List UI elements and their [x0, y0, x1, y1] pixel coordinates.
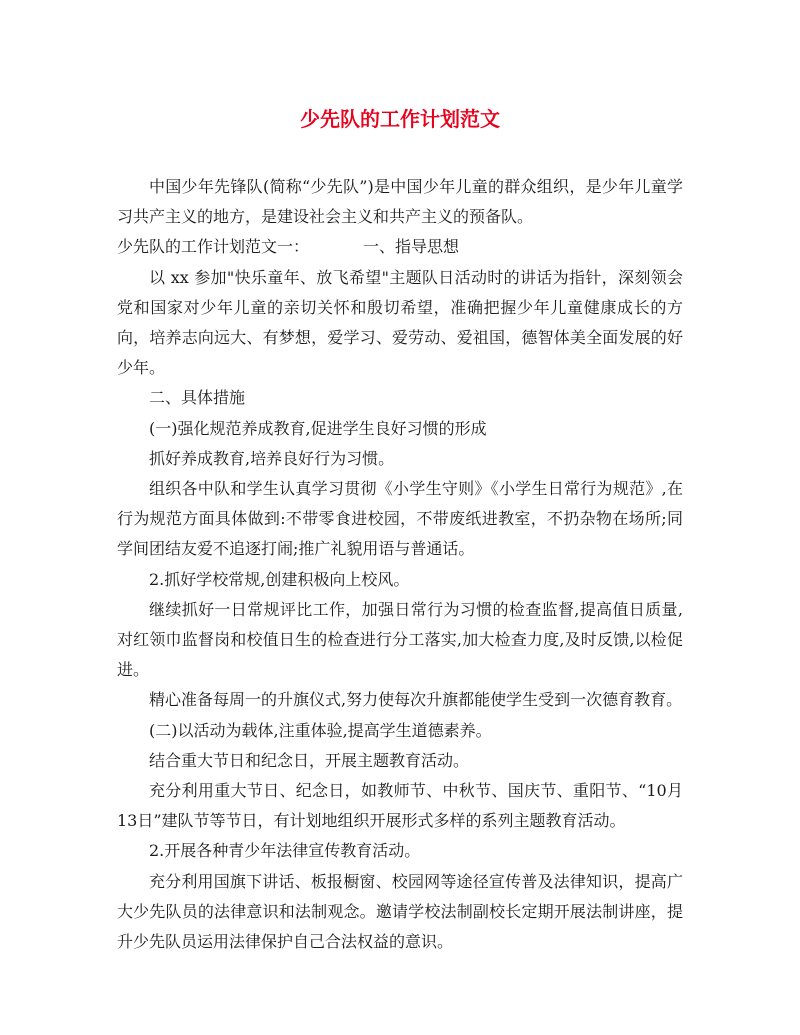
paragraph-festival-use: 充分利用重大节日、纪念日，如教师节、中秋节、国庆节、重阳节、“10月13日”建队节等节日，有计划地组织开展形式多样的系列主题教育活动。: [117, 781, 683, 831]
document-title: 少先队的工作计划范文: [300, 107, 500, 131]
intro-paragraph: 中国少年先锋队(简称“少先队”)是中国少年儿童的群众组织，是少年儿童学习共产主义的地方，是建设社会主义和共产主义的预备队。: [117, 177, 683, 227]
paragraph-flag-ceremony: 精心准备每周一的升旗仪式,努力使每次升旗都能使学生受到一次德育教育。: [149, 690, 683, 710]
paragraph-routine: 继续抓好一日常规评比工作，加强日常行为习惯的检查监督,提高值日质量,对红领巾监督岗和校值日生的检查进行分工落实,加大检查力度,及时反馈,以检促进。: [117, 599, 683, 680]
subheading-1: (一)强化规范养成教育,促进学生良好习惯的形成: [149, 418, 487, 438]
measures-heading: 二、具体措施: [149, 388, 246, 408]
paragraph-law: 充分利用国旗下讲话、板报橱窗、校园网等途径宣传普及法律知识，提高广大少先队员的法律意识和法制观念。邀请学校法制副校长定期开展法制讲座，提升少先队员运用法律保护自己合法权益的意识。: [117, 871, 683, 952]
subheading-law: 2.开展各种青少年法律宣传教育活动。: [149, 841, 421, 861]
section-heading: 一、指导思想: [363, 237, 460, 257]
subheading-2: (二)以活动为载体,注重体验,提高学生道德素养。: [149, 720, 492, 740]
section-label: 少先队的工作计划范文一：: [117, 237, 310, 257]
guiding-thought-paragraph: 以 xx 参加"快乐童年、放飞希望"主题队日活动时的讲话为指针，深刻领会党和国家对少年儿童的亲切关怀和殷切希望，准确把握少年儿童健康成长的方向，培养志向远大、有梦想，爱学习、爱劳动、爱祖国，德智体美全面发展的好少年。: [117, 267, 683, 378]
document-body: [117, 172, 683, 957]
subheading-routine: 2.抓好学校常规,创建积极向上校风。: [149, 569, 410, 589]
paragraph-festivals: 结合重大节日和纪念日，开展主题教育活动。: [149, 750, 470, 770]
paragraph-rules: 组织各中队和学生认真学习贯彻《小学生守则》《小学生日常行为规范》,在行为规范方面具体做到:不带零食进校园，不带废纸进教室，不扔杂物在场所;同学间团结友爱不追逐打闹;推广礼貌用语与普通话。: [117, 479, 683, 559]
section-line: [117, 232, 683, 262]
paragraph-habits: 抓好养成教育,培养良好行为习惯。: [149, 448, 395, 468]
